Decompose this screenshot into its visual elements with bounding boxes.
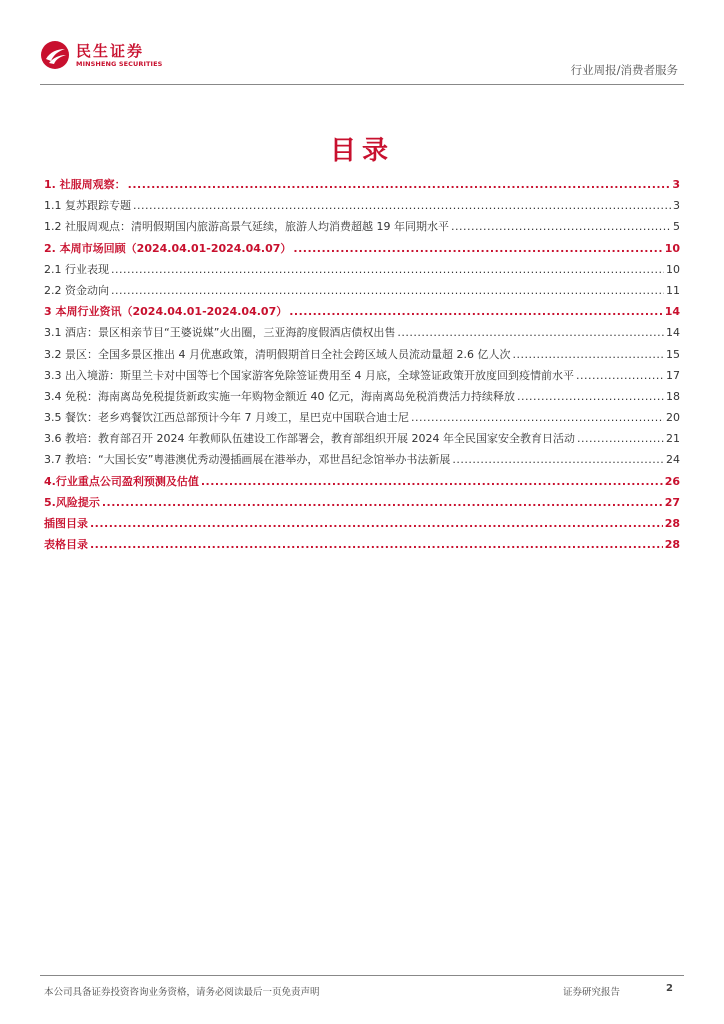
toc-dot-leader bbox=[201, 471, 663, 492]
toc-dot-leader bbox=[577, 428, 664, 449]
toc-entry-page: 26 bbox=[664, 474, 680, 488]
footer-doc-type: 证券研究报告 bbox=[563, 987, 621, 998]
toc-entry-label: 3 本周行业资讯（2024.04.01-2024.04.07） bbox=[44, 305, 288, 319]
company-logo bbox=[40, 40, 162, 70]
toc-entry-label: 3.4 免税：海南离岛免税提货新政实施一年购物金额近 40 亿元，海南离岛免税消费活力持续释放 bbox=[44, 389, 515, 403]
toc-entry[interactable] bbox=[44, 513, 680, 534]
header-divider bbox=[40, 84, 684, 85]
toc-dot-leader bbox=[411, 407, 664, 428]
toc-entry-label: 1. 社服周观察： bbox=[44, 178, 126, 191]
toc-entry-label: 3.6 教培：教育部召开 2024 年教师队伍建设工作部署会，教育部组织开展 2024 年全民国家安全教育日活动 bbox=[44, 432, 575, 446]
toc-dot-leader bbox=[452, 449, 664, 470]
toc-entry-page: 10 bbox=[664, 241, 680, 255]
toc-entry-label: 3.7 教培：“大国长安”粤港澳优秀动漫插画展在港举办，邓世昌纪念馆举办书法新展 bbox=[44, 453, 451, 467]
toc-entry-label: 3.2 景区：全国多景区推出 4 月优惠政策，清明假期首日全社会跨区域人员流动量超 2.6 亿人次 bbox=[44, 347, 511, 361]
toc-entry-page: 11 bbox=[666, 283, 680, 297]
toc-entry-label: 1.2 社服周观点：清明假期国内旅游高景气延续，旅游人均消费超越 19 年同期水平 bbox=[44, 220, 449, 234]
toc-entry[interactable] bbox=[44, 492, 680, 513]
toc-entry[interactable] bbox=[44, 471, 680, 492]
toc-entry-label: 2.1 行业表现 bbox=[44, 262, 109, 276]
toc-entry-page: 28 bbox=[664, 538, 680, 552]
toc-entry-label: 表格目录 bbox=[44, 538, 88, 552]
toc-entry[interactable] bbox=[44, 344, 680, 365]
toc-dot-leader bbox=[90, 513, 663, 534]
toc-entry[interactable] bbox=[44, 428, 680, 449]
toc-entry-page: 28 bbox=[664, 517, 680, 530]
toc-entry-page: 14 bbox=[664, 305, 680, 319]
toc-entry-label: 2. 本周市场回顾（2024.04.01-2024.04.07） bbox=[44, 241, 292, 255]
toc-entry-page: 14 bbox=[666, 326, 680, 340]
toc-entry-label: 3.3 出入境游：斯里兰卡对中国等七个国家游客免除签证费用至 4 月底，全球签证政策开放度回到疫情前水平 bbox=[44, 368, 574, 382]
page-header bbox=[40, 40, 684, 84]
toc-entry[interactable] bbox=[44, 365, 680, 386]
toc-entry-label: 5.风险提示 bbox=[44, 495, 100, 509]
toc-dot-leader bbox=[289, 301, 662, 322]
toc-dot-leader bbox=[397, 322, 664, 343]
footer-divider bbox=[40, 975, 684, 976]
toc-entry[interactable] bbox=[44, 449, 680, 470]
toc-dot-leader bbox=[576, 365, 664, 386]
toc-dot-leader bbox=[111, 259, 664, 280]
toc-dot-leader bbox=[90, 534, 663, 555]
toc-entry-page: 3 bbox=[673, 199, 680, 213]
toc-entry-page: 3 bbox=[672, 178, 680, 191]
toc-entry-page: 18 bbox=[666, 389, 680, 403]
toc-entry-page: 15 bbox=[666, 347, 680, 361]
toc-dot-leader bbox=[451, 216, 671, 237]
toc-dot-leader bbox=[517, 386, 664, 407]
toc-entry-page: 24 bbox=[666, 453, 680, 467]
toc-entry[interactable] bbox=[44, 174, 680, 195]
toc-entry-label: 3.1 酒店：景区相亲节目“王婆说媒”火出圈，三亚海韵度假酒店债权出售 bbox=[44, 326, 396, 340]
toc-entry-page: 5 bbox=[673, 220, 680, 234]
toc-dot-leader bbox=[512, 344, 664, 365]
minsheng-logo-icon bbox=[40, 40, 70, 70]
toc-entry-page: 17 bbox=[666, 368, 680, 382]
toc-entry-label: 4.行业重点公司盈利预测及估值 bbox=[44, 474, 199, 488]
toc-entry[interactable] bbox=[44, 259, 680, 280]
toc-entry-label: 插图目录 bbox=[44, 517, 88, 530]
toc-entry-page: 20 bbox=[666, 411, 680, 425]
toc-dot-leader bbox=[133, 195, 671, 216]
toc-entry-page: 27 bbox=[664, 495, 680, 509]
toc-entry-page: 21 bbox=[666, 432, 680, 446]
footer-page-number: 2 bbox=[666, 983, 673, 994]
toc-entry[interactable] bbox=[44, 386, 680, 407]
toc-title: 目录 bbox=[329, 136, 394, 166]
report-type: 行业周报/消费者服务 bbox=[570, 63, 678, 77]
toc-entry[interactable] bbox=[44, 407, 680, 428]
toc-dot-leader bbox=[111, 280, 664, 301]
table-of-contents bbox=[44, 174, 680, 555]
logo-chinese-name: 民生证券 bbox=[76, 41, 145, 60]
toc-dot-leader bbox=[102, 492, 663, 513]
footer-disclaimer: 本公司具备证券投资咨询业务资格，请务必阅读最后一页免责声明 bbox=[44, 987, 320, 998]
toc-entry-label: 3.5 餐饮：老乡鸡餐饮江西总部预计今年 7 月竣工，星巴克中国联合迪士尼 bbox=[44, 411, 409, 425]
toc-dot-leader bbox=[293, 238, 662, 259]
logo-english-name: MINSHENG SECURITIES bbox=[76, 59, 163, 68]
toc-entry-label: 1.1 复苏跟踪专题 bbox=[44, 199, 131, 213]
toc-entry[interactable] bbox=[44, 195, 680, 216]
toc-entry[interactable] bbox=[44, 534, 680, 555]
toc-entry[interactable] bbox=[44, 280, 680, 301]
toc-entry-label: 2.2 资金动向 bbox=[44, 283, 109, 297]
toc-entry[interactable] bbox=[44, 301, 680, 322]
toc-entry-page: 10 bbox=[666, 262, 680, 276]
toc-entry[interactable] bbox=[44, 216, 680, 237]
toc-entry[interactable] bbox=[44, 238, 680, 259]
toc-entry[interactable] bbox=[44, 322, 680, 343]
toc-dot-leader bbox=[128, 174, 671, 195]
